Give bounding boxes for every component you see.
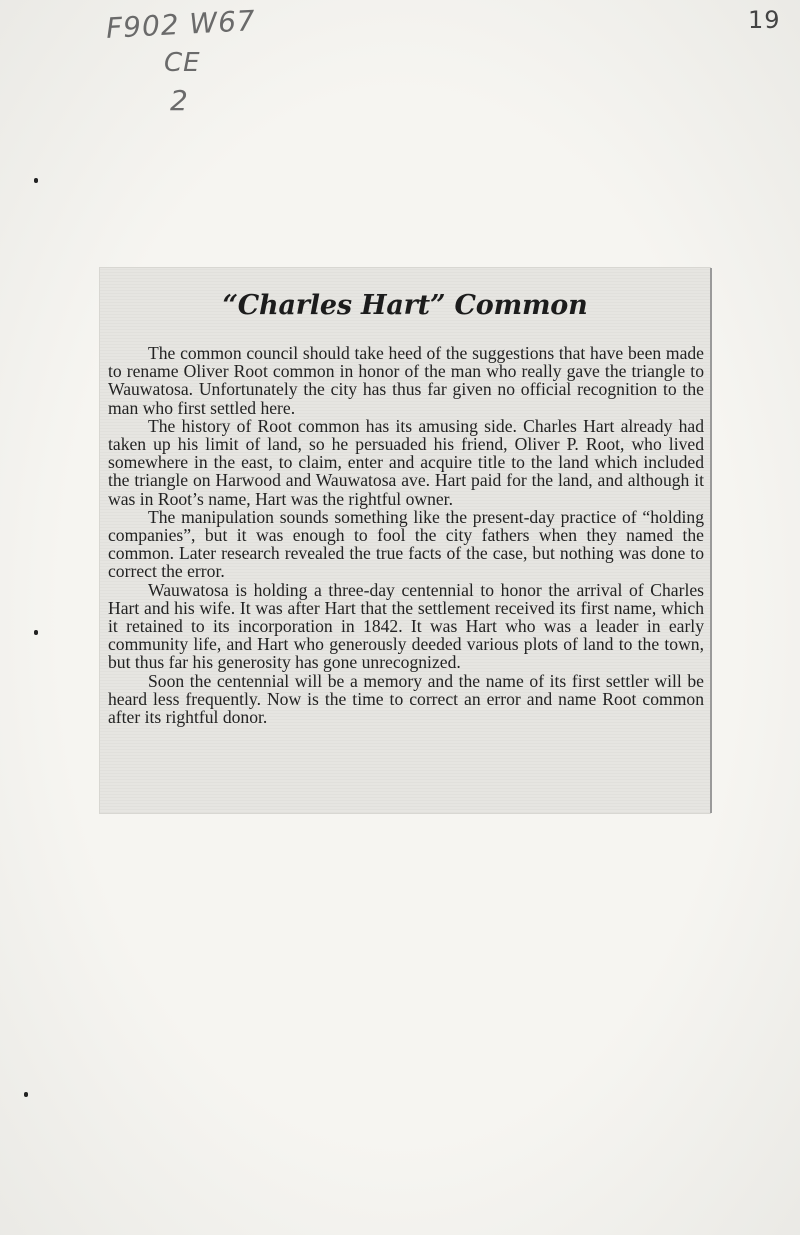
article-body: [108, 344, 704, 726]
page-number: 19: [748, 6, 781, 34]
call-number-line1: F902 W67: [105, 4, 257, 45]
article-headline: “Charles Hart” Common: [222, 290, 588, 321]
clipping-edge: [710, 268, 712, 813]
article-paragraph: The manipulation sounds something like the present-day practice of “holding companies”, but it was enough to fool the city fathers when they named the common. Later research revealed the true facts of the case, but nothing was done to correct the error.: [108, 506, 704, 582]
newspaper-clipping: [100, 268, 710, 813]
punch-mark: [34, 630, 38, 635]
call-number-line2: CE: [164, 48, 201, 78]
article-paragraph: Soon the centennial will be a memory and the name of its first settler will be heard less frequently. Now is the time to correct an error and name Root common after its rightful donor.: [108, 670, 704, 728]
punch-mark: [34, 178, 38, 183]
article-paragraph: Wauwatosa is holding a three-day centennial to honor the arrival of Charles Hart and his wife. It was after Hart that the settlement received its first name, which it retained to its incorporation in 1842. It was Hart who was a leader in early community life, and Hart who generously deeded various plots of land to the town, but thus far his generosity has gone unrecognized.: [108, 579, 704, 673]
article-paragraph: The history of Root common has its amusing side. Charles Hart already had taken up his limit of land, so he persuaded his friend, Oliver P. Root, who lived somewhere in the east, to claim, enter and acquire title to the land which included the triangle on Harwood and Wauwatosa ave. Hart paid for the land, and although it was in Root’s name, Hart was the rightful owner.: [108, 415, 704, 509]
punch-mark: [24, 1092, 28, 1097]
article-paragraph: The common council should take heed of the suggestions that have been made to rename Oliver Root common in honor of the man who really gave the triangle to Wauwatosa. Unfortunately the city has thus far given no official recognition to the man who first settled here.: [108, 343, 704, 418]
call-number-line3: 2: [170, 84, 189, 117]
